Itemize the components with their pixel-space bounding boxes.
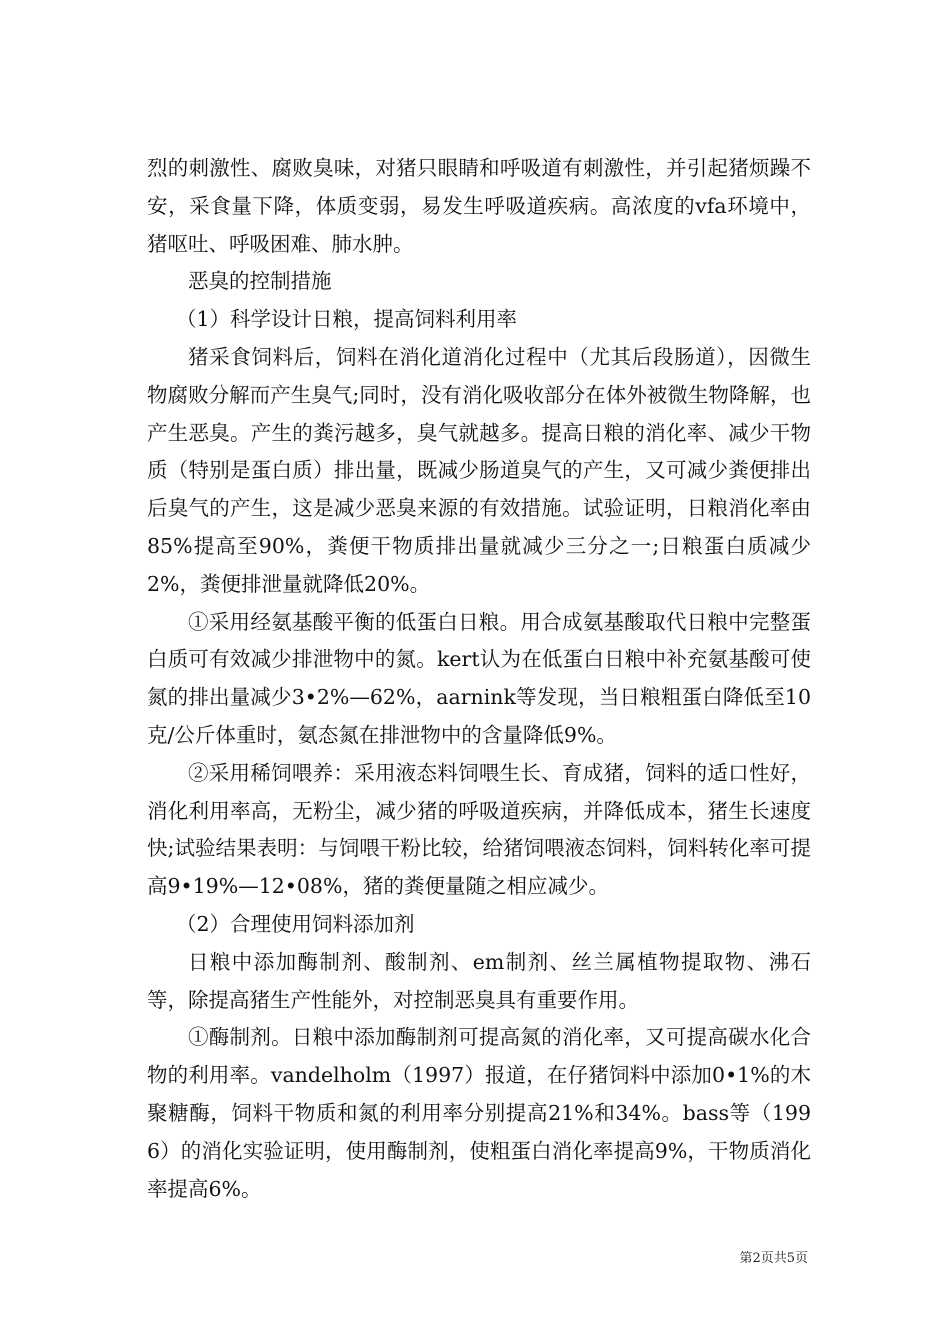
subsection-heading-2: （2）合理使用饲料添加剂 bbox=[176, 911, 415, 936]
paragraph: 猪采食饲料后，饲料在消化道消化过程中（尤其后段肠道），因微生物腐败分解而产生臭气;同时，没有消化吸收部分在体外被微生物降解，也产生恶臭。产生的粪污越多，臭气就越多。提高日粮的消化率、减少干物质（特别是蛋白质）排出量，既减少肠道臭气的产生，又可减少粪便排出后臭气的产生，这是减少恶臭来源的有效措施。试验证明，日粮消化率由85%提高至90%，粪便干物质排出量就减少三分之一;日粮蛋白质减少2%，粪便排泄量就降低20%。 bbox=[147, 344, 811, 596]
paragraph: ①酶制剂。日粮中添加酶制剂可提高氮的消化率，又可提高碳水化合物的利用率。vandelholm（1997）报道，在仔猪饲料中添加0•1%的木聚糖酶，饲料干物质和氮的利用率分别提高21%和34%。bass等（1996）的消化实验证明，使用酶制剂，使粗蛋白消化率提高9%，干物质消化率提高6%。 bbox=[147, 1025, 811, 1201]
page-number-footer: 第2页共5页 bbox=[739, 1251, 808, 1266]
paragraph: 日粮中添加酶制剂、酸制剂、em制剂、丝兰属植物提取物、沸石等，除提高猪生产性能外，对控制恶臭具有重要作用。 bbox=[147, 949, 811, 1012]
document-body bbox=[147, 150, 811, 1208]
section-heading: 恶臭的控制措施 bbox=[188, 269, 332, 294]
paragraph-continuation: 烈的刺激性、腐败臭味，对猪只眼睛和呼吸道有刺激性，并引起猪烦躁不安，采食量下降，体质变弱，易发生呼吸道疾病。高浓度的vfa环境中，猪呕吐、呼吸困难、肺水肿。 bbox=[147, 156, 811, 256]
paragraph: ①采用经氨基酸平衡的低蛋白日粮。用合成氨基酸取代日粮中完整蛋白质可有效减少排泄物中的氮。kert认为在低蛋白日粮中补充氨基酸可使氮的排出量减少3•2%—62%，aarnink等发现，当日粮粗蛋白降低至10克/公斤体重时，氨态氮在排泄物中的含量降低9%。 bbox=[147, 609, 811, 747]
paragraph: ②采用稀饲喂养：采用液态料饲喂生长、育成猪，饲料的适口性好，消化利用率高，无粉尘，减少猪的呼吸道疾病，并降低成本，猪生长速度快;试验结果表明：与饲喂干粉比较，给猪饲喂液态饲料，饲料转化率可提高9•19%—12•08%，猪的粪便量随之相应减少。 bbox=[147, 760, 811, 899]
subsection-heading-1: （1）科学设计日粮，提高饲料利用率 bbox=[176, 307, 518, 332]
